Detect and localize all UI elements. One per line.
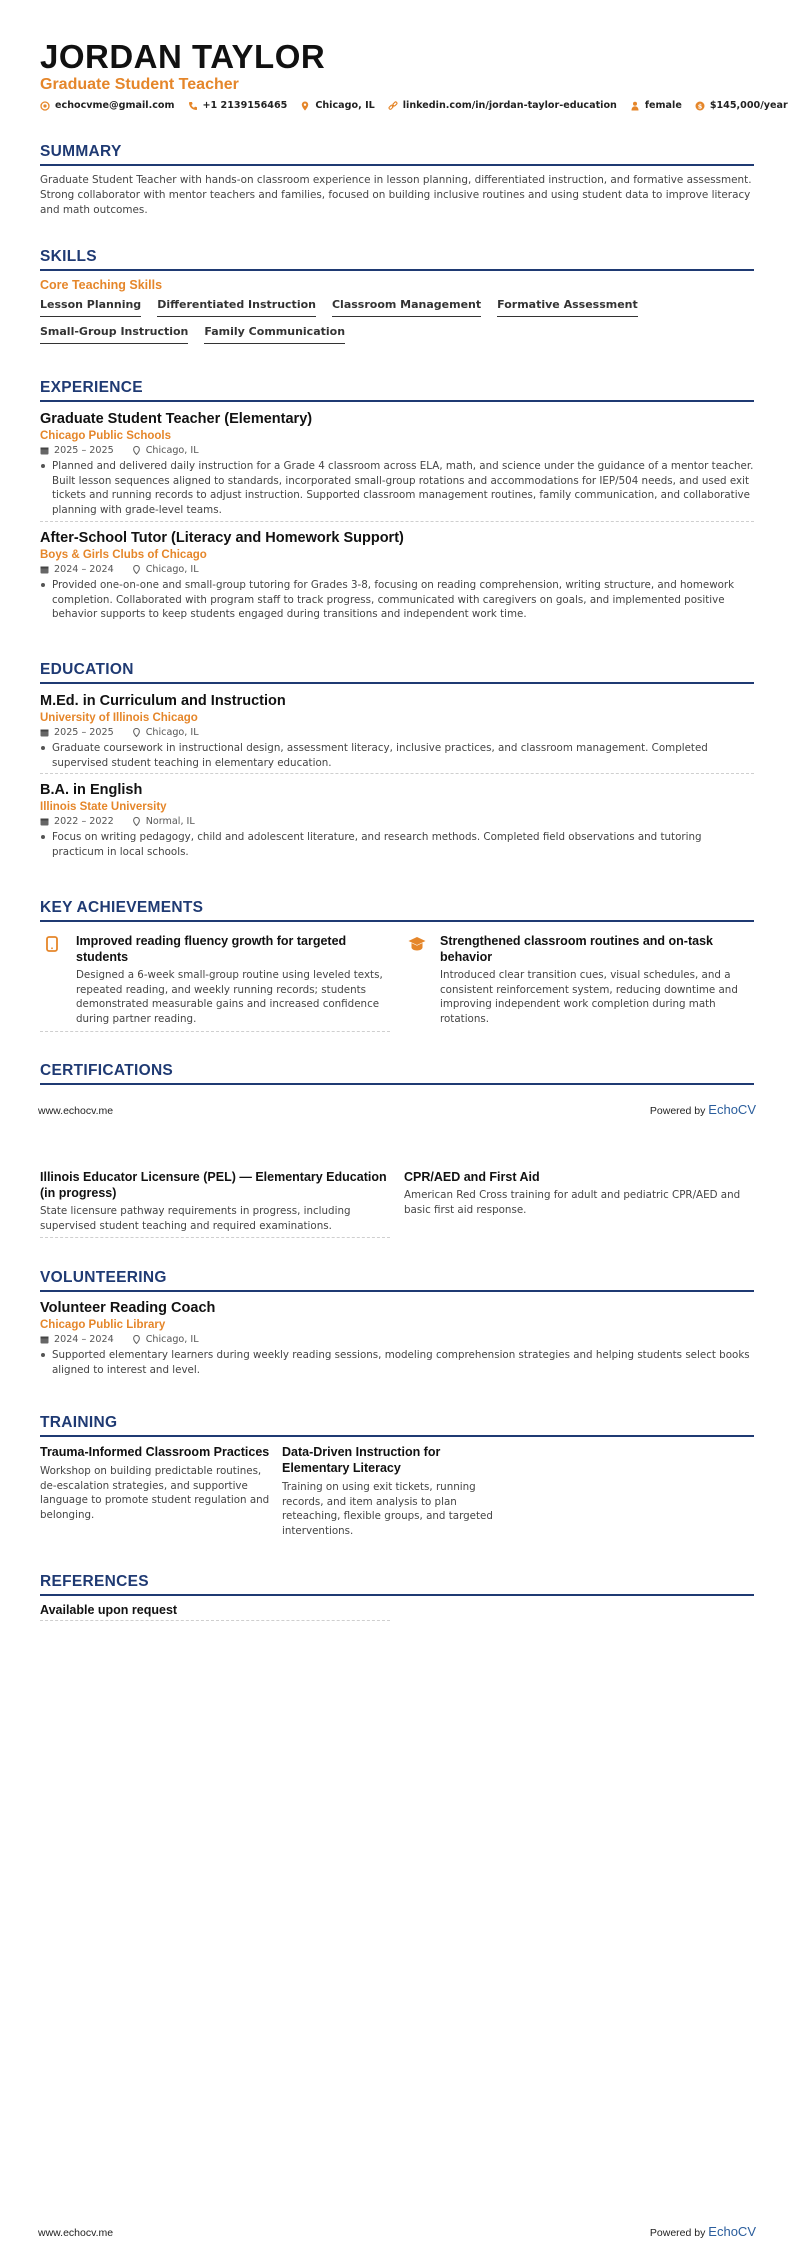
skills-group-title: Core Teaching Skills (40, 278, 163, 292)
contact-bar (40, 100, 788, 111)
certification-title: CPR/AED and First Aid (404, 1170, 540, 1184)
powered-by-label: Powered by (649, 2227, 706, 2239)
entry-title: M.Ed. in Curriculum and Instruction (40, 693, 286, 709)
achievements-section (40, 899, 754, 1039)
calendar-icon (40, 728, 49, 737)
volunteering-heading: VOLUNTEERING (40, 1269, 754, 1292)
certification-item (40, 1169, 390, 1238)
achievements-heading: KEY ACHIEVEMENTS (40, 899, 754, 922)
location-pin-icon (132, 565, 141, 574)
footer-site-link[interactable]: www.echocv.me (38, 1105, 114, 1117)
entry-dates: 2022 – 2022 (54, 816, 114, 827)
location-pin-icon (132, 728, 141, 737)
training-section (40, 1414, 754, 1564)
entry-description: Planned and delivered daily instruction for a Grade 4 classroom across ELA, math, and science under the guidance of a mentor teacher. Built lesson sequences aligned to standards, incorporated small-group rotations and accommodations for IEP/504 needs, and used exit tickets and running records to adjust instruction. Supported classroom management routines, family communication, and collaborative planning with grade-level teams. (40, 459, 754, 517)
entry-title: Volunteer Reading Coach (40, 1300, 216, 1316)
entry-dates: 2025 – 2025 (54, 445, 114, 456)
entry-dates: 2024 – 2024 (54, 1334, 114, 1345)
experience-heading: EXPERIENCE (40, 379, 754, 402)
experience-section (40, 379, 754, 622)
skills-list (40, 298, 754, 352)
training-heading: TRAINING (40, 1414, 754, 1437)
at-icon (40, 101, 50, 111)
contact-phone[interactable] (188, 100, 288, 111)
calendar-icon (40, 446, 49, 455)
achievement-title: Strengthened classroom routines and on-task behavior (440, 934, 713, 964)
training-description: Training on using exit tickets, running records, and item analysis to plan reteaching, flexible groups, and targeted interventions. (282, 1481, 493, 1537)
graduation-cap-icon (408, 936, 424, 952)
certification-description: American Red Cross training for adult and pediatric CPR/AED and basic first aid response. (404, 1189, 741, 1216)
entry-description: Graduate coursework in instructional design, assessment literacy, inclusive practices, and classroom management. Completed supervised student teaching in elementary education. (40, 741, 754, 770)
footer-powered-by (650, 2224, 756, 2239)
entry-description: Focus on writing pedagogy, child and adolescent literature, and research methods. Completed field observations and tutoring practicum in local schools. (40, 830, 754, 859)
entry-dates: 2024 – 2024 (54, 564, 114, 575)
skill-tag: Family Communication (204, 325, 345, 344)
contact-email[interactable] (40, 100, 175, 111)
location-pin-icon (132, 817, 141, 826)
entry-meta (40, 445, 754, 456)
calendar-icon (40, 1335, 49, 1344)
skill-tag: Small-Group Instruction (40, 325, 188, 344)
entry-location: Normal, IL (145, 816, 195, 827)
entry-meta (40, 727, 754, 738)
entry-organization: Chicago Public Library (40, 1319, 166, 1331)
certifications-heading: CERTIFICATIONS (40, 1062, 754, 1085)
dollar-coin-icon (695, 101, 705, 111)
summary-heading: SUMMARY (40, 143, 754, 166)
entry-location: Chicago, IL (145, 445, 199, 456)
contact-gender-text: female (644, 100, 682, 111)
training-description: Workshop on building predictable routines, de-escalation strategies, and supportive language to promote student regulation and belonging. (40, 1465, 270, 1521)
entry-title: After-School Tutor (Literacy and Homework Support) (40, 530, 404, 546)
svg-text:$: $ (697, 101, 703, 110)
entry-organization: Chicago Public Schools (40, 430, 171, 442)
footer-powered-by (650, 1102, 756, 1117)
certifications-list (40, 1169, 754, 1239)
achievement-card (40, 933, 390, 1032)
training-title: Trauma-Informed Classroom Practices (40, 1445, 270, 1459)
volunteering-entry (40, 1300, 754, 1377)
entry-organization: Boys & Girls Clubs of Chicago (40, 549, 207, 561)
skill-tag: Classroom Management (332, 298, 481, 317)
powered-by-label: Powered by (649, 1105, 706, 1117)
training-item (282, 1444, 508, 1538)
contact-email-text: echocvme@gmail.com (55, 100, 175, 111)
summary-text: Graduate Student Teacher with hands-on classroom experience in lesson planning, differentiated instruction, and formative assessment. Strong collaborator with mentor teachers and families, focused on building inclusive routines and using student data to improve literacy and math outcomes. (40, 174, 752, 216)
location-pin-icon (132, 1335, 141, 1344)
entry-meta (40, 816, 754, 827)
brand-logo: EchoCV (708, 1102, 756, 1117)
entry-title: B.A. in English (40, 782, 143, 798)
entry-meta (40, 564, 754, 575)
certification-item (404, 1169, 754, 1217)
summary-section (40, 143, 754, 218)
achievement-description: Introduced clear transition cues, visual schedules, and a consistent reinforcement system, reducing downtime and improving independent work completion during math rotations. (440, 969, 738, 1025)
phone-icon (188, 101, 198, 111)
footer-site-link[interactable]: www.echocv.me (38, 2227, 114, 2239)
location-pin-icon (300, 101, 310, 111)
brand-logo: EchoCV (708, 2224, 756, 2239)
references-heading: REFERENCES (40, 1573, 754, 1596)
skill-tag: Differentiated Instruction (157, 298, 316, 317)
certification-description: State licensure pathway requirements in progress, including supervised student teaching and required examinations. (40, 1205, 351, 1232)
entry-meta (40, 1334, 754, 1345)
education-entry (40, 782, 754, 859)
references-text: Available upon request (40, 1603, 390, 1621)
contact-salary-text: $145,000/year (709, 100, 788, 111)
training-item (40, 1444, 272, 1522)
entry-organization: University of Illinois Chicago (40, 712, 198, 724)
tablet-icon (44, 936, 60, 952)
entry-description: Supported elementary learners during weekly reading sessions, modeling comprehension strategies and helping students select books aligned to interest and level. (40, 1348, 754, 1377)
achievement-description: Designed a 6-week small-group routine using leveled texts, repeated reading, and weekly running records; students demonstrated measurable gains and increased confidence during partner reading. (76, 969, 383, 1025)
candidate-title: Graduate Student Teacher (40, 76, 239, 93)
certification-title: Illinois Educator Licensure (PEL) — Elementary Education (in progress) (40, 1170, 387, 1200)
person-icon (630, 101, 640, 111)
candidate-name: JORDAN TAYLOR (40, 38, 326, 75)
entry-location: Chicago, IL (145, 564, 199, 575)
skills-section (40, 248, 754, 352)
education-heading: EDUCATION (40, 661, 754, 684)
experience-entry (40, 530, 754, 622)
education-section (40, 661, 754, 859)
entry-dates: 2025 – 2025 (54, 727, 114, 738)
entry-title: Graduate Student Teacher (Elementary) (40, 411, 313, 427)
volunteering-section (40, 1269, 754, 1377)
references-section (40, 1573, 754, 1621)
certifications-section (40, 1062, 754, 1085)
calendar-icon (40, 817, 49, 826)
link-icon (388, 101, 398, 111)
education-entry (40, 693, 754, 774)
entry-organization: Illinois State University (40, 801, 167, 813)
skills-heading: SKILLS (40, 248, 754, 271)
skill-tag: Lesson Planning (40, 298, 141, 317)
calendar-icon (40, 565, 49, 574)
achievement-title: Improved reading fluency growth for targeted students (76, 934, 347, 964)
skill-tag: Formative Assessment (497, 298, 638, 317)
entry-location: Chicago, IL (145, 1334, 199, 1345)
achievement-card (404, 933, 754, 1032)
entry-description: Provided one-on-one and small-group tutoring for Grades 3-8, focusing on reading comprehension, writing structure, and homework completion. Collaborated with program staff to track progress, communicated with caregivers on goals, and implemented positive behavior supports to keep students engaged during transitions and independent work time. (40, 578, 754, 622)
contact-linkedin[interactable] (388, 100, 617, 111)
contact-location (300, 100, 374, 111)
entry-location: Chicago, IL (145, 727, 199, 738)
training-title: Data-Driven Instruction for Elementary Literacy (282, 1445, 441, 1475)
contact-gender (630, 100, 682, 111)
contact-phone-text: +1 2139156465 (202, 100, 288, 111)
contact-location-text: Chicago, IL (315, 100, 375, 111)
contact-linkedin-text: linkedin.com/in/jordan-taylor-education (402, 100, 617, 111)
contact-salary (695, 100, 788, 111)
location-pin-icon (132, 446, 141, 455)
experience-entry (40, 411, 754, 522)
